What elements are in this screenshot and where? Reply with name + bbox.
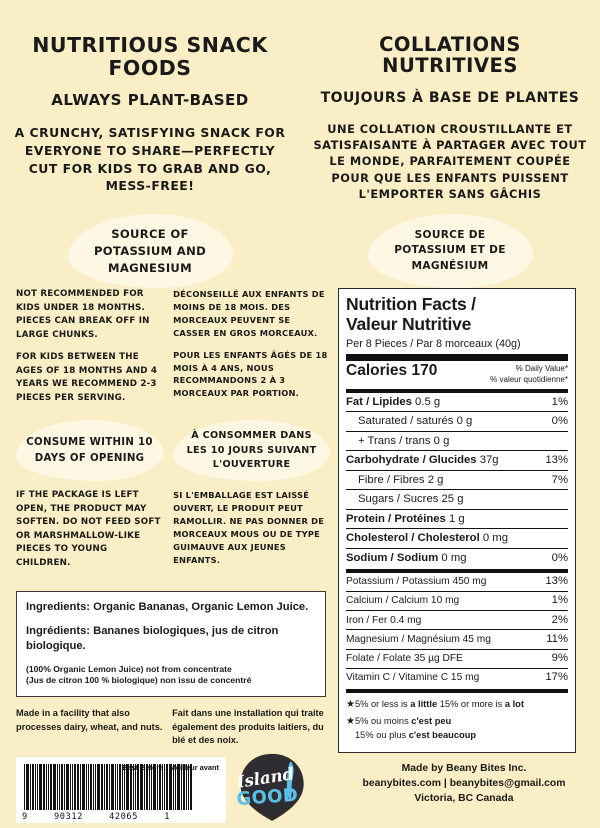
- logo-word-island: Island: [236, 763, 296, 793]
- nutrient-row: [346, 432, 568, 450]
- barcode-bar: [104, 764, 105, 810]
- barcode-bar: [61, 764, 63, 810]
- age-warning-text-en: NOT RECOMMENDED FOR KIDS UNDER 18 MONTHS. PIECES CAN BREAK OFF IN LARGE CHUNKS.: [16, 289, 150, 340]
- macronutrient-rows: [346, 393, 568, 567]
- barcode-bar: [115, 764, 116, 810]
- subtitle-fr: TOUJOURS À BASE DE PLANTES: [320, 89, 580, 106]
- barcode-bar: [26, 764, 29, 810]
- barcode-row: [16, 751, 330, 823]
- barcode-bar: [86, 764, 87, 810]
- micronutrient-percent: 2%: [551, 613, 568, 626]
- ingredients-box: [16, 591, 326, 697]
- nutrient-percent: 0%: [551, 415, 568, 428]
- nutrient-row: [346, 412, 568, 430]
- storage-row: [16, 489, 330, 579]
- micronutrient-name: Vitamin C / Vitamine C 15 mg: [346, 671, 480, 683]
- nutrient-name: Saturated / saturés 0 g: [358, 415, 473, 428]
- ingredients-en: Ingredients: Organic Bananas, Organic Lemon Juice.: [26, 601, 309, 614]
- storage-fr: [173, 489, 330, 579]
- footnote-star-en: ★: [346, 698, 355, 710]
- barcode-bar: [37, 764, 38, 810]
- consume-badge-label-en: CONSUME WITHIN 10 DAYS OF OPENING: [26, 437, 153, 464]
- barcode-bar: [74, 764, 76, 810]
- footnote-en: [346, 698, 568, 712]
- micronutrient-rows: [346, 573, 568, 687]
- facility-row: [16, 707, 330, 747]
- barcode-bar: [30, 764, 31, 810]
- nutrient-row: [346, 451, 568, 469]
- micronutrient-row: [346, 573, 568, 591]
- barcode-bar: [101, 764, 103, 810]
- barcode-bar: [43, 764, 45, 810]
- consume-badges: [16, 420, 330, 481]
- consume-badge-en: [16, 420, 163, 481]
- micronutrient-name: Calcium / Calcium 10 mg: [346, 595, 460, 607]
- source-badge-en: [68, 214, 233, 288]
- nutrient-row: [346, 549, 568, 567]
- nutrition-title-line2: Valeur Nutritive: [346, 314, 472, 335]
- barcode-bar: [57, 764, 58, 810]
- barcode-bar: [106, 764, 108, 810]
- barcode-bar: [119, 764, 121, 810]
- micronutrient-percent: 1%: [551, 594, 568, 607]
- best-before-label: Best Before / Meilleur avant: [122, 763, 219, 773]
- nutrient-row: [346, 471, 568, 489]
- serving-guidance-en: FOR KIDS BETWEEN THE AGES OF 18 MONTHS AND 4 YEARS WE RECOMMEND 2-3 PIECES PER SERVING.: [16, 352, 158, 403]
- nutrient-name: Carbohydrate / Glucides 37g: [346, 454, 499, 467]
- nutrient-percent: 1%: [551, 395, 568, 408]
- footnote-en-a: 5% or less is: [354, 698, 411, 709]
- nutrient-name: Fat / Lipides 0.5 g: [346, 395, 441, 408]
- footnote-fr: [346, 715, 568, 741]
- barcode-bar: [24, 764, 25, 810]
- barcode-bar: [97, 764, 100, 810]
- body-copy-en: A CRUNCHY, SATISFYING SNACK FOR EVERYONE TO SHARE—PERFECTLY CUT FOR KIDS TO GRAB AND GO, MESS-FREE!: [14, 125, 286, 194]
- nutrition-title-line1: Nutrition Facts /: [346, 294, 476, 315]
- nutrient-row: [346, 529, 568, 547]
- source-badge-label-en: SOURCE OF POTASSIUM AND MAGNESIUM: [93, 226, 206, 275]
- ingredients-fr: Ingrédients: Bananes biologiques, jus de citron biologique.: [26, 625, 279, 653]
- nutrient-percent: 0%: [551, 551, 568, 564]
- barcode-bar: [32, 764, 34, 810]
- marketing-headlines: [0, 0, 600, 202]
- nutrient-name: Cholesterol / Cholesterol 0 mg: [346, 532, 508, 545]
- nutrient-name: Sugars / Sucres 25 g: [358, 493, 464, 506]
- micronutrient-row: [346, 611, 568, 629]
- micronutrient-percent: 11%: [546, 632, 568, 645]
- footnote-fr-a: 5% ou moins: [354, 716, 412, 727]
- daily-value-en: % Daily Value*: [515, 364, 568, 374]
- footnote-block: [346, 693, 568, 742]
- ingredients-note-fr: (Jus de citron 100 % biologique) non issu de concentré: [26, 675, 252, 686]
- logo-pin-icon: [236, 751, 308, 823]
- storage-text-fr: SI L'EMBALLAGE EST LAISSÉ OUVERT, LE PRODUIT PEUT RAMOLLIR. NE PAS DONNER DE MORCEAUX MOUS OU DE TYPE GUIMAUVE AUX JEUNES ENFANTS.: [173, 490, 325, 565]
- consume-badge-label-fr: À CONSOMMER DANS LES 10 JOURS SUIVANT L'OUVERTURE: [186, 430, 317, 470]
- footnote-en-b: a little: [410, 698, 438, 709]
- barcode-digits: [22, 812, 170, 822]
- footnote-fr-b: c'est peu: [411, 716, 452, 727]
- facility-text-en: Made in a facility that also processes dairy, wheat, and nuts.: [16, 708, 163, 732]
- nutrient-name: Sodium / Sodium 0 mg: [346, 551, 467, 564]
- storage-en: [16, 489, 163, 579]
- page-title-en: NUTRITIOUS SNACK FOODS: [32, 33, 268, 80]
- logo-word-good: GOOD: [236, 785, 299, 811]
- consume-badge-fr: [173, 420, 330, 481]
- micronutrient-percent: 17%: [545, 670, 568, 683]
- ingredients-note-en: (100% Organic Lemon Juice) not from concentrate: [26, 663, 232, 674]
- barcode-bar: [111, 764, 114, 810]
- serving-size: Per 8 Pieces / Par 8 morceaux (40g): [346, 338, 521, 351]
- barcode-digit-mid1: 90312: [54, 812, 83, 823]
- micronutrient-name: Iron / Fer 0.4 mg: [346, 614, 422, 626]
- barcode-bar: [50, 764, 52, 810]
- barcode-bar: [80, 764, 81, 810]
- barcode-bar: [109, 764, 110, 810]
- lower-section: [0, 288, 600, 823]
- barcode-bar: [117, 764, 118, 810]
- barcode-bar: [88, 764, 89, 810]
- calories-value: Calories 170: [346, 362, 438, 380]
- storage-text-en: IF THE PACKAGE IS LEFT OPEN, THE PRODUCT MAY SOFTEN. DO NOT FEED SOFT OR MARSHMALLOW-LIKE PIECES TO YOUNG CHILDREN.: [16, 490, 161, 568]
- source-badge-cell-fr: [300, 214, 600, 288]
- source-badges: [0, 214, 600, 288]
- footnote-fr-d: c'est beaucoup: [408, 729, 477, 740]
- page-title-fr: COLLATIONS NUTRITIVES: [379, 33, 521, 78]
- divider-thick-top: [346, 354, 568, 361]
- left-info-panel: [0, 288, 338, 823]
- daily-value-header: [490, 362, 568, 386]
- nutrient-row: [346, 393, 568, 411]
- barcode-bar: [90, 764, 92, 810]
- body-copy-fr: UNE COLLATION CROUSTILLANTE ET SATISFAISANTE À PARTAGER AVEC TOUT LE MONDE, PARFAITEMENT COUPÉE POUR QUE LES ENFANTS PUISSENT L'EMPORTER SANS GÂCHIS: [313, 121, 587, 201]
- barcode-bar: [46, 764, 47, 810]
- serving-guidance-fr: POUR LES ENFANTS ÂGÉS DE 18 MOIS À 4 ANS, NOUS RECOMMANDONS 2 À 3 MORCEAUX PAR PORTION.: [173, 349, 328, 399]
- right-info-panel: [338, 288, 600, 823]
- nutrition-facts-panel: [338, 288, 576, 753]
- calories-row: [346, 361, 568, 387]
- barcode-bar: [64, 764, 65, 810]
- maker-location: Victoria, BC Canada: [414, 792, 514, 804]
- barcode-bar: [53, 764, 56, 810]
- island-good-logo: [236, 751, 308, 823]
- micronutrient-name: Magnesium / Magnésium 45 mg: [346, 633, 491, 645]
- footnote-star-fr: ★: [346, 716, 355, 728]
- nutrient-name: Fibre / Fibres 2 g: [358, 473, 444, 486]
- barcode-bar: [39, 764, 42, 810]
- barcode-bar: [70, 764, 71, 810]
- maker-contact[interactable]: beanybites.com | beanybites@gmail.com: [362, 778, 566, 790]
- barcode-bar: [82, 764, 85, 810]
- barcode-digit-right: 1: [164, 812, 170, 823]
- nutrient-row: [346, 510, 568, 528]
- micronutrient-name: Potassium / Potassium 450 mg: [346, 576, 487, 588]
- nutrient-name: Protein / Protéines 1 g: [346, 512, 465, 525]
- maker-name: Made by Beany Bites Inc.: [401, 763, 527, 775]
- barcode-bar: [59, 764, 60, 810]
- source-badge-label-fr: SOURCE DE POTASSIUM ET DE MAGNÉSIUM: [394, 229, 506, 272]
- nutrient-row: [346, 490, 568, 508]
- barcode-bar: [48, 764, 49, 810]
- footnote-en-d: a lot: [504, 698, 524, 709]
- barcode-bar: [93, 764, 94, 810]
- footnote-en-c: 15% or more is: [437, 698, 505, 709]
- nutrient-percent: 13%: [545, 454, 568, 467]
- micronutrient-row: [346, 630, 568, 648]
- age-warning-text-fr: DÉCONSEILLÉ AUX ENFANTS DE MOINS DE 18 MOIS. DES MORCEAUX PEUVENT SE CASSER EN GROS MORCEAUX.: [173, 289, 325, 338]
- source-badge-cell-en: [0, 214, 300, 288]
- micronutrient-percent: 13%: [545, 575, 568, 588]
- facility-text-fr: Fait dans une installation qui traite également des produits laitiers, du blé et des noix.: [172, 708, 324, 745]
- age-warning-fr: [173, 288, 330, 414]
- marketing-column-fr: [300, 0, 600, 202]
- barcode-bar: [66, 764, 69, 810]
- footnote-fr-c: 15% ou plus: [355, 729, 409, 740]
- nutrient-percent: 7%: [551, 473, 568, 486]
- daily-value-fr: % valeur quotidienne*: [490, 374, 568, 384]
- micronutrient-row: [346, 669, 568, 687]
- barcode-bar: [35, 764, 36, 810]
- age-warning-row: [16, 288, 330, 414]
- nutrient-name: + Trans / trans 0 g: [358, 434, 450, 447]
- manufacturer-block: [338, 762, 590, 806]
- micronutrient-name: Folate / Folate 35 µg DFE: [346, 652, 463, 664]
- micronutrient-row: [346, 650, 568, 668]
- subtitle-en: ALWAYS PLANT-BASED: [51, 91, 249, 110]
- barcode-bar: [95, 764, 96, 810]
- source-badge-fr: [368, 214, 533, 288]
- marketing-column-en: [0, 0, 300, 202]
- micronutrient-row: [346, 592, 568, 610]
- age-warning-en: [16, 288, 163, 414]
- barcode-bar: [72, 764, 73, 810]
- barcode-bar: [77, 764, 79, 810]
- barcode: [16, 757, 226, 823]
- barcode-digit-left: 9: [22, 812, 28, 823]
- micronutrient-percent: 9%: [551, 651, 568, 664]
- barcode-digit-mid2: 42065: [109, 812, 138, 823]
